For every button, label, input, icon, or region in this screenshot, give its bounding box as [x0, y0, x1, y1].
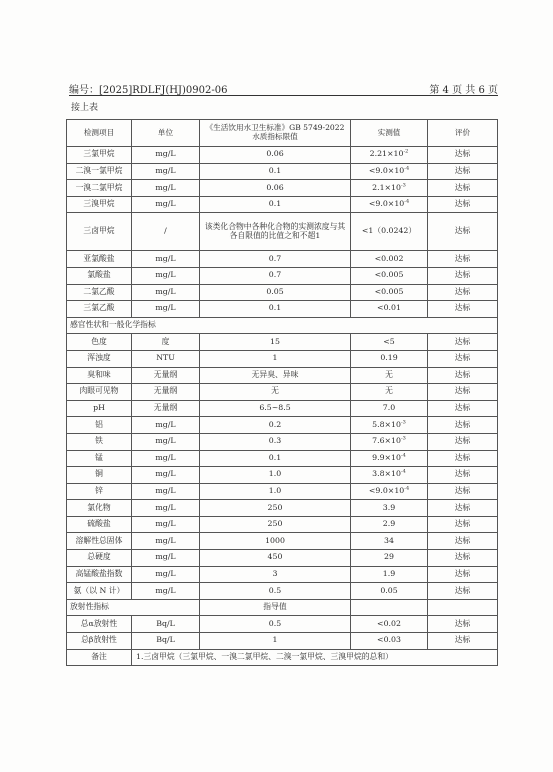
item-name-cell: 三氯乙酸	[67, 301, 132, 318]
table-row	[67, 467, 498, 484]
limit-cell: 15	[200, 334, 351, 351]
item-name-cell: 总硬度	[67, 550, 132, 567]
note-text: 1.三卤甲烷（三氯甲烷、一溴二氯甲烷、二溴一氯甲烷、三溴甲烷的总和）	[132, 649, 498, 666]
table-row	[67, 163, 498, 180]
table-row	[67, 417, 498, 434]
evaluation-cell: 达标	[428, 633, 498, 650]
limit-cell: 6.5~8.5	[200, 400, 351, 417]
item-name-cell: 氯酸盐	[67, 267, 132, 284]
limit-cell: 250	[200, 500, 351, 517]
report-number: 编号：[2025]RDLFJ(HJ)0902-06	[69, 85, 228, 96]
table-row	[67, 251, 498, 268]
limit-cell: 0.5	[200, 583, 351, 600]
result-cell: 3.9	[351, 500, 428, 517]
table-row	[67, 583, 498, 600]
result-cell: 0.19	[351, 350, 428, 367]
item-name-cell: 三卤甲烷	[67, 213, 132, 251]
table-row	[67, 147, 498, 164]
result-cell: 1.9	[351, 566, 428, 583]
unit-cell: mg/L	[132, 180, 200, 197]
limit-cell: 1	[200, 633, 351, 650]
water-quality-table	[66, 119, 498, 666]
table-row	[67, 301, 498, 318]
result-cell: <0.02	[351, 616, 428, 633]
item-name-cell: 氨（以 N 计）	[67, 583, 132, 600]
result-cell: 7.0	[351, 400, 428, 417]
table-row	[67, 284, 498, 301]
result-cell: $2.21\times 10^{-2}$	[351, 147, 428, 164]
item-name-cell: 总α放射性	[67, 616, 132, 633]
evaluation-cell: 达标	[428, 400, 498, 417]
limit-cell: 1000	[200, 533, 351, 550]
empty-cell	[428, 599, 498, 616]
limit-cell: 1.0	[200, 483, 351, 500]
result-cell: $<9.0\times 10^{-4}$	[351, 163, 428, 180]
evaluation-cell: 达标	[428, 163, 498, 180]
evaluation-cell: 达标	[428, 213, 498, 251]
item-name-cell: 铝	[67, 417, 132, 434]
table-header-row	[67, 120, 498, 147]
result-cell: <0.03	[351, 633, 428, 650]
guidance-value-header: 指导值	[200, 599, 351, 616]
limit-cell: 该类化合物中各种化合物的实测浓度与其各自限值的比值之和不超1	[200, 213, 351, 251]
table-row	[67, 483, 498, 500]
note-label: 备注	[67, 649, 132, 666]
unit-cell: mg/L	[132, 251, 200, 268]
item-name-cell: 氯化物	[67, 500, 132, 517]
item-name-cell: 臭和味	[67, 367, 132, 384]
table-row	[67, 196, 498, 213]
item-name-cell: 铜	[67, 467, 132, 484]
unit-cell: mg/L	[132, 550, 200, 567]
section-row-radioactivity	[67, 599, 498, 616]
result-cell: 34	[351, 533, 428, 550]
continued-label: 接上表	[71, 103, 99, 113]
item-name-cell: 高锰酸盐指数	[67, 566, 132, 583]
unit-cell: 无量纲	[132, 367, 200, 384]
unit-cell: mg/L	[132, 467, 200, 484]
unit-cell: Bq/L	[132, 633, 200, 650]
result-cell: <1（0.0242）	[351, 213, 428, 251]
unit-cell: mg/L	[132, 533, 200, 550]
result-cell: $9.9\times 10^{-4}$	[351, 450, 428, 467]
result-cell: $7.6\times 10^{-3}$	[351, 433, 428, 450]
limit-cell: 0.06	[200, 180, 351, 197]
evaluation-cell: 达标	[428, 483, 498, 500]
table-row	[67, 350, 498, 367]
evaluation-cell: 达标	[428, 284, 498, 301]
item-name-cell: 铁	[67, 433, 132, 450]
evaluation-cell: 达标	[428, 533, 498, 550]
unit-cell: 无量纲	[132, 400, 200, 417]
evaluation-cell: 达标	[428, 267, 498, 284]
limit-cell: 0.1	[200, 196, 351, 213]
table-row	[67, 433, 498, 450]
limit-cell: 1.0	[200, 467, 351, 484]
evaluation-cell: 达标	[428, 467, 498, 484]
limit-cell: 0.1	[200, 163, 351, 180]
item-name-cell: 亚氯酸盐	[67, 251, 132, 268]
unit-cell: mg/L	[132, 417, 200, 434]
limit-cell: 无异臭、异味	[200, 367, 351, 384]
limit-cell: 0.5	[200, 616, 351, 633]
result-cell: <0.005	[351, 284, 428, 301]
result-cell: 无	[351, 367, 428, 384]
evaluation-cell: 达标	[428, 301, 498, 318]
result-cell: <0.005	[351, 267, 428, 284]
evaluation-cell: 达标	[428, 516, 498, 533]
item-name-cell: 色度	[67, 334, 132, 351]
unit-cell: /	[132, 213, 200, 251]
table-row	[67, 633, 498, 650]
unit-cell: mg/L	[132, 433, 200, 450]
table-row	[67, 334, 498, 351]
evaluation-cell: 达标	[428, 180, 498, 197]
table-row	[67, 267, 498, 284]
table-row	[67, 533, 498, 550]
unit-cell: Bq/L	[132, 616, 200, 633]
table-row	[67, 213, 498, 251]
table-row	[67, 550, 498, 567]
limit-cell: 0.05	[200, 284, 351, 301]
item-name-cell: 锰	[67, 450, 132, 467]
unit-cell: mg/L	[132, 147, 200, 164]
item-name-cell: 三氯甲烷	[67, 147, 132, 164]
evaluation-cell: 达标	[428, 367, 498, 384]
empty-cell	[351, 599, 428, 616]
page-header	[69, 81, 498, 96]
item-name-cell: pH	[67, 400, 132, 417]
item-name-cell: 锌	[67, 483, 132, 500]
column-header: 检测项目	[67, 120, 132, 147]
item-name-cell: 肉眼可见物	[67, 384, 132, 401]
item-name-cell: 二氯乙酸	[67, 284, 132, 301]
table-row	[67, 616, 498, 633]
evaluation-cell: 达标	[428, 196, 498, 213]
limit-cell: 无	[200, 384, 351, 401]
evaluation-cell: 达标	[428, 616, 498, 633]
unit-cell: NTU	[132, 350, 200, 367]
evaluation-cell: 达标	[428, 334, 498, 351]
result-cell: $5.8\times 10^{-3}$	[351, 417, 428, 434]
unit-cell: mg/L	[132, 516, 200, 533]
unit-cell: mg/L	[132, 267, 200, 284]
evaluation-cell: 达标	[428, 566, 498, 583]
column-header: 评价	[428, 120, 498, 147]
unit-cell: mg/L	[132, 284, 200, 301]
evaluation-cell: 达标	[428, 433, 498, 450]
evaluation-cell: 达标	[428, 583, 498, 600]
column-header: 单位	[132, 120, 200, 147]
item-name-cell: 二溴一氯甲烷	[67, 163, 132, 180]
unit-cell: mg/L	[132, 566, 200, 583]
limit-cell: 0.1	[200, 450, 351, 467]
evaluation-cell: 达标	[428, 500, 498, 517]
item-name-cell: 溶解性总固体	[67, 533, 132, 550]
unit-cell: mg/L	[132, 583, 200, 600]
table-row	[67, 516, 498, 533]
evaluation-cell: 达标	[428, 384, 498, 401]
evaluation-cell: 达标	[428, 550, 498, 567]
unit-cell: mg/L	[132, 450, 200, 467]
limit-cell: 0.7	[200, 251, 351, 268]
limit-cell: 250	[200, 516, 351, 533]
unit-cell: mg/L	[132, 301, 200, 318]
column-header: 实测值	[351, 120, 428, 147]
section-title: 感官性状和一般化学指标	[67, 317, 498, 334]
limit-cell: 1	[200, 350, 351, 367]
result-cell: 0.05	[351, 583, 428, 600]
item-name-cell: 三溴甲烷	[67, 196, 132, 213]
limit-cell: 450	[200, 550, 351, 567]
result-cell: 29	[351, 550, 428, 567]
section-row-sensory	[67, 317, 498, 334]
unit-cell: 度	[132, 334, 200, 351]
result-cell: $3.8\times 10^{-4}$	[351, 467, 428, 484]
item-name-cell: 浑浊度	[67, 350, 132, 367]
result-cell: $<9.0\times 10^{-4}$	[351, 483, 428, 500]
unit-cell: mg/L	[132, 483, 200, 500]
item-name-cell: 硫酸盐	[67, 516, 132, 533]
section-title: 放射性指标	[67, 599, 200, 616]
result-cell: $2.1\times 10^{-3}$	[351, 180, 428, 197]
unit-cell: 无量纲	[132, 384, 200, 401]
result-cell: 无	[351, 384, 428, 401]
limit-cell: 0.7	[200, 267, 351, 284]
evaluation-cell: 达标	[428, 251, 498, 268]
result-cell: <5	[351, 334, 428, 351]
table-row	[67, 500, 498, 517]
result-cell: <0.01	[351, 301, 428, 318]
evaluation-cell: 达标	[428, 450, 498, 467]
result-cell: 2.9	[351, 516, 428, 533]
page-info: 第 4 页 共 6 页	[429, 85, 498, 96]
limit-cell: 0.2	[200, 417, 351, 434]
evaluation-cell: 达标	[428, 417, 498, 434]
table-row	[67, 180, 498, 197]
table-row	[67, 367, 498, 384]
note-row	[67, 649, 498, 666]
table-row	[67, 384, 498, 401]
item-name-cell: 总β放射性	[67, 633, 132, 650]
item-name-cell: 一溴二氯甲烷	[67, 180, 132, 197]
result-cell: $<9.0\times 10^{-4}$	[351, 196, 428, 213]
limit-cell: 0.3	[200, 433, 351, 450]
evaluation-cell: 达标	[428, 350, 498, 367]
table-row	[67, 566, 498, 583]
limit-cell: 0.1	[200, 301, 351, 318]
limit-cell: 3	[200, 566, 351, 583]
table-row	[67, 400, 498, 417]
unit-cell: mg/L	[132, 163, 200, 180]
limit-cell: 0.06	[200, 147, 351, 164]
table-row	[67, 450, 498, 467]
column-header: 《生活饮用水卫生标准》GB 5749-2022 水质指标限值	[200, 120, 351, 147]
unit-cell: mg/L	[132, 500, 200, 517]
unit-cell: mg/L	[132, 196, 200, 213]
evaluation-cell: 达标	[428, 147, 498, 164]
result-cell: <0.002	[351, 251, 428, 268]
